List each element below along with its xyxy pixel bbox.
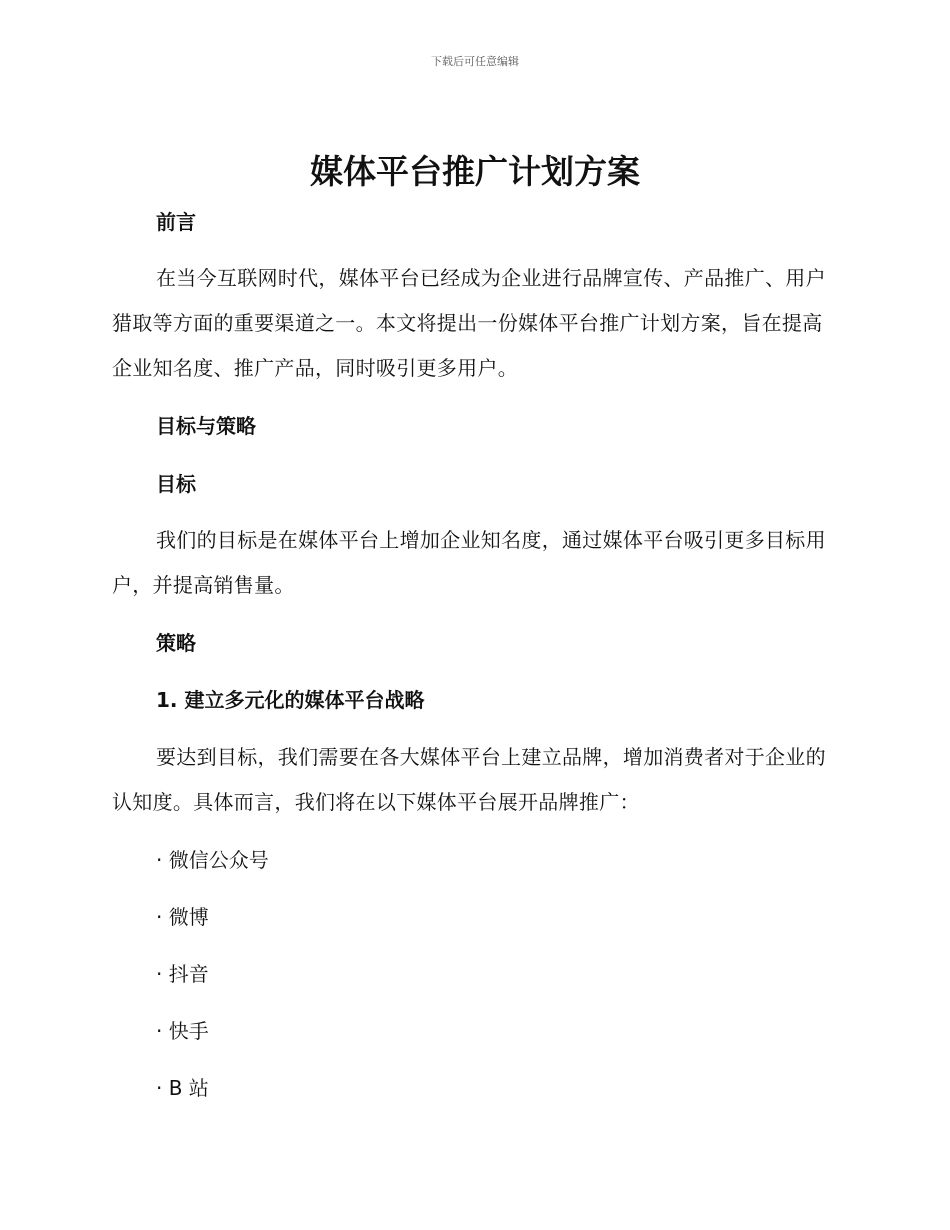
document-title: 媒体平台推广计划方案: [310, 152, 640, 191]
list-item-platform: · 快手: [156, 1019, 209, 1043]
list-item-platform: · B 站: [156, 1076, 209, 1100]
page-header-note: 下载后可任意编辑: [431, 55, 519, 68]
list-item-platform: · 微信公众号: [156, 848, 269, 872]
paragraph-goal: 我们的目标是在媒体平台上增加企业知名度，通过媒体平台吸引更多目标用户，并提高销售量。: [112, 528, 826, 597]
section-heading-strategy: 策略: [156, 631, 196, 655]
paragraph-preface: 在当今互联网时代，媒体平台已经成为企业进行品牌宣传、产品推广、用户猎取等方面的重要渠道之一。本文将提出一份媒体平台推广计划方案，旨在提高企业知名度、推广产品，同时吸引更多用户。: [112, 266, 826, 380]
section-heading-preface: 前言: [156, 210, 196, 234]
section-heading-goal: 目标: [156, 472, 196, 496]
section-heading-goals-strategy: 目标与策略: [156, 414, 256, 438]
list-item-platform: · 微博: [156, 905, 209, 929]
paragraph-strategy-1: 要达到目标，我们需要在各大媒体平台上建立品牌，增加消费者对于企业的认知度。具体而言，我们将在以下媒体平台展开品牌推广：: [112, 745, 826, 814]
section-heading-strategy-1: 1. 建立多元化的媒体平台战略: [156, 688, 425, 712]
list-item-platform: · 抖音: [156, 962, 209, 986]
